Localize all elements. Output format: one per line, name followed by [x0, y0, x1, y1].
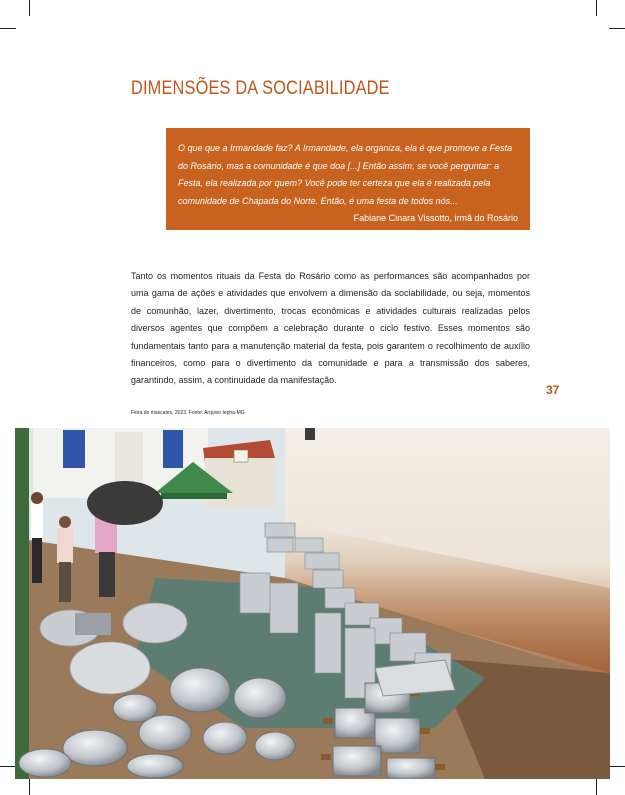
crop-mark — [609, 766, 625, 767]
market-photo — [15, 428, 610, 779]
photo-caption: Feira de mascates, 2023. Fonte: Arquivo Iepha-MG — [131, 410, 245, 416]
crop-mark — [29, 779, 30, 795]
photo-lamp — [234, 450, 248, 462]
crop-mark — [0, 28, 16, 29]
photo-tent-base — [161, 493, 227, 499]
photo-tree — [15, 428, 29, 779]
section-title: DIMENSÕES DA SOCIABILIDADE — [131, 78, 390, 99]
quote-author: Fabiane Cinara Vissotto, irmã do Rosário — [353, 213, 518, 224]
crop-mark — [596, 779, 597, 795]
photo-window — [163, 430, 183, 468]
quote-text: O que que a Irmandade faz? A Irmandade, ela organiza, ela é que promove a Festa do Rosário, mas a comunidade é que doa [...] Então assim, se você perguntar: a Festa, ela realizada por quem? Você pode ter certeza que ela é realizada pela comunidade de Chapada do Norte. Então, é uma festa de todos nós... — [178, 143, 513, 206]
photo-window — [63, 430, 85, 468]
crop-mark — [596, 0, 597, 16]
body-paragraph: Tanto os momentos rituais da Festa do Rosário como as performances são acompanhados por uma gama de ações e atividades que envolvem a dimensão da sociabilidade, ou seja, momentos de comunhão, lazer, divertimento, trocas econômicas e atividades culturais realizadas pelos diversos agentes que compõem a celebração durante o ciclo festivo. Esses momentos são fundamentais tanto para a manutenção material da festa, pois garantem o recolhimento de auxílio financeiros, como para o divertimento da comunidade e para a transmissão dos saberes, garantindo, assim, a continuidade da manifestação. — [131, 271, 530, 386]
quote-box — [166, 128, 530, 230]
crop-mark — [0, 766, 16, 767]
page-number: 37 — [546, 383, 560, 397]
photo-wall-window — [305, 428, 315, 440]
crop-mark — [609, 28, 625, 29]
crop-mark — [29, 0, 30, 16]
